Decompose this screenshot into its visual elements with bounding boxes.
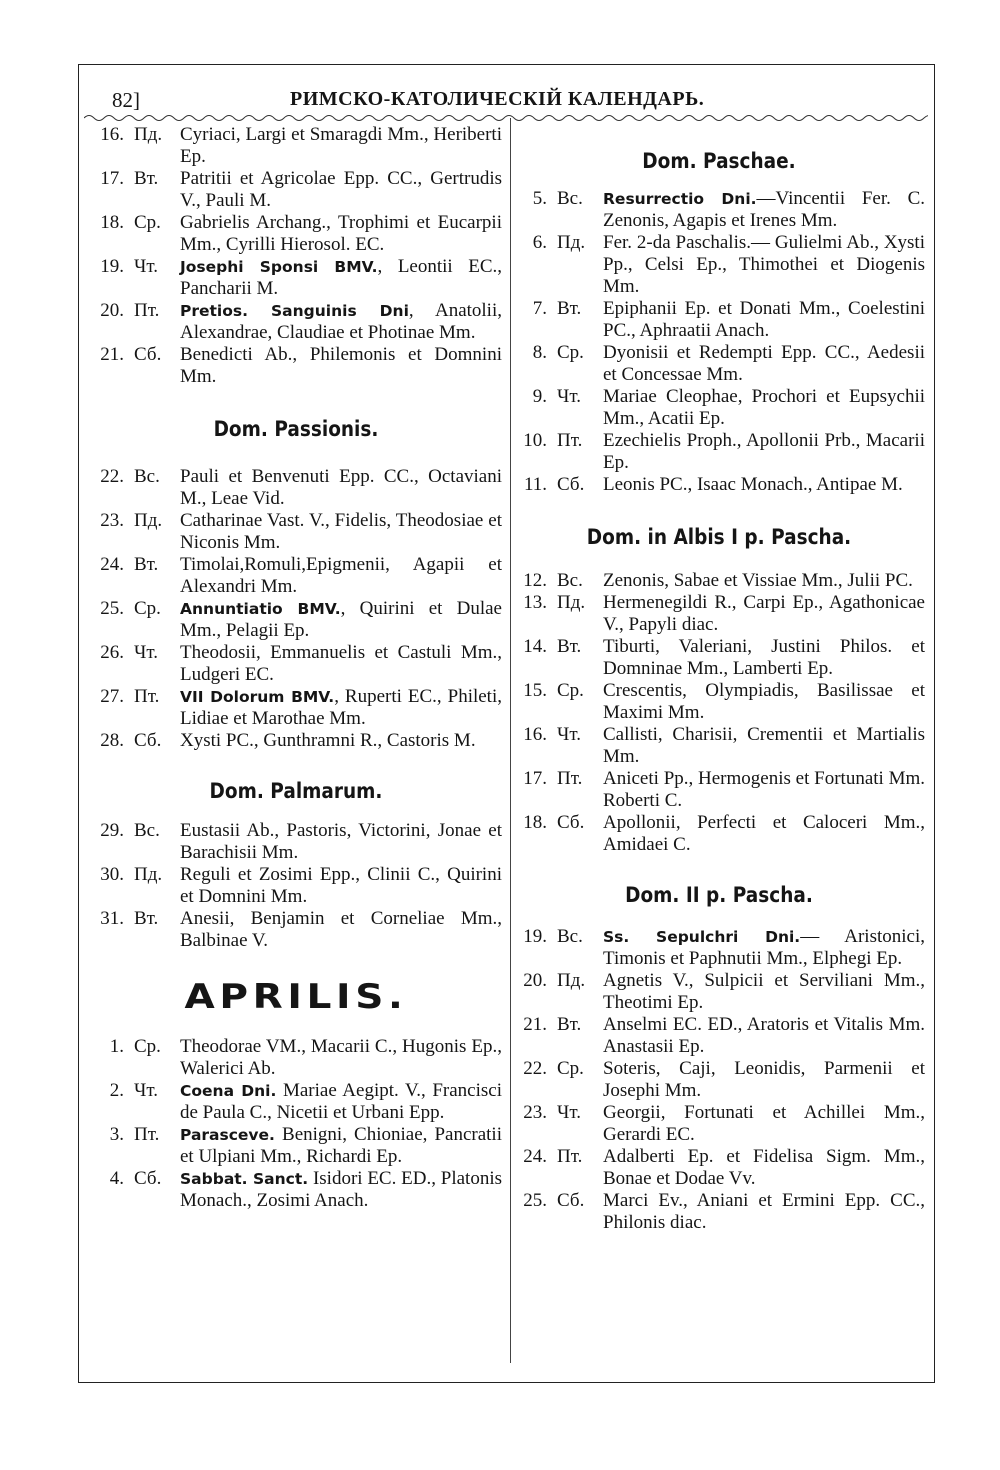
saints-names: Mariae Cleophae, Prochori et Eupsychii Mm., Acatii Ep. [603,386,925,429]
calendar-entry [513,342,925,386]
weekday: Ср. [134,212,161,233]
saints-text [180,168,502,212]
day-number: 15. [523,680,547,701]
saints-names: Fer. 2-da Paschalis.— Gulielmi Ab., Xysti Pp., Celsi Ep., Thimothei et Diogenis Mm. [603,232,925,297]
april-entries-c [513,570,925,856]
calendar-entry [513,926,925,970]
saints-names: Benigni, Chioniae, Pancratii et Ulpiani Mm., Richardi Ep. [180,1124,502,1167]
saints-names: Tiburti, Valeriani, Justini Philos. et Domninae Mm., Lamberti Ep. [603,636,925,679]
saints-text [180,300,502,344]
weekday: Пт. [557,1146,583,1167]
saints-names: Gabrielis Archang., Trophimi et Eucarpii Mm., Cyrilli Hierosol. EC. [180,212,502,255]
saints-text [180,686,502,730]
weekday: Пд. [134,510,163,531]
section-dom-paschae: Dom. Paschae. [642,149,796,173]
day-number: 3. [109,1124,124,1145]
saints-text [180,510,502,554]
day-number: 1. [109,1036,124,1057]
day-number: 16. [100,124,124,145]
calendar-entry [513,970,925,1014]
weekday: Вт. [557,636,582,657]
saints-text [603,724,925,768]
saints-names: Patritii et Agricolae Epp. CC., Gertrudis V., Pauli M. [180,168,502,211]
april-entries-a [90,1036,502,1212]
day-number: 26. [100,642,124,663]
wavy-rule [84,112,928,124]
day-number: 27. [100,686,124,707]
saints-names: Ezechielis Proph., Apollonii Prb., Macarii Ep. [603,430,925,473]
weekday: Пд. [134,864,163,885]
saints-names: Anesii, Benjamin et Corneliae Mm., Balbinae V. [180,908,502,951]
saints-text [180,256,502,300]
section-dom-palmarum: Dom. Palmarum. [209,779,383,803]
calendar-entry [90,466,502,510]
feast-name: Sabbat. Sanct. [180,1170,309,1188]
saints-text [603,636,925,680]
calendar-entry [90,1124,502,1168]
saints-names: Catharinae Vast. V., Fidelis, Theodosiae et Niconis Mm. [180,510,502,553]
calendar-entry [513,386,925,430]
day-number: 19. [523,926,547,947]
weekday: Сб. [134,344,162,365]
weekday: Пт. [134,686,160,707]
saints-names: Epiphanii Ep. et Donati Mm., Coelestini PC., Aphraatii Anach. [603,298,925,341]
saints-text [603,298,925,342]
saints-names: , Quirini et Dulae Mm., Pelagii Ep. [180,598,502,641]
weekday: Чт. [134,256,158,277]
day-number: 24. [100,554,124,575]
calendar-entry [513,232,925,298]
weekday: Пт. [557,430,583,451]
day-number: 18. [100,212,124,233]
calendar-entry [90,642,502,686]
weekday: Пд. [557,592,586,613]
left-column [90,124,502,1212]
saints-names: Theodosii, Emmanuelis et Castuli Mm., Ludgeri EC. [180,642,502,685]
saints-text [603,926,925,970]
calendar-entry [513,1014,925,1058]
day-number: 5. [532,188,547,209]
day-number: 29. [100,820,124,841]
april-entries-b [513,188,925,496]
saints-names: Xysti PC., Gunthramni R., Castoris M. [180,730,476,751]
weekday: Ср. [557,680,584,701]
day-number: 22. [523,1058,547,1079]
saints-names: Crescentis, Olympiadis, Basilissae et Maximi Mm. [603,680,925,723]
feast-name: Coena Dni. [180,1082,277,1100]
day-number: 28. [100,730,124,751]
feast-name: Annuntiatio BMV. [180,600,341,618]
saints-names: Dyonisii et Redempti Epp. CC., Aedesii et Concessae Mm. [603,342,925,385]
calendar-entry [513,474,925,496]
saints-text [180,466,502,510]
saints-text [603,592,925,636]
calendar-entry [513,768,925,812]
saints-text [180,820,502,864]
weekday: Ср. [557,342,584,363]
weekday: Вт. [557,298,582,319]
calendar-entry [90,1080,502,1124]
weekday: Чт. [134,642,158,663]
weekday: Ср. [134,1036,161,1057]
calendar-entry [90,168,502,212]
calendar-entry [513,636,925,680]
calendar-entry [90,212,502,256]
saints-text [180,730,502,752]
saints-text [603,474,925,496]
weekday: Вс. [557,570,583,591]
weekday: Вс. [557,188,583,209]
feast-name: Resurrectio Dni. [603,190,757,208]
weekday: Вт. [134,168,159,189]
weekday: Чт. [134,1080,158,1101]
feast-name: Pretios. Sanguinis Dni [180,302,409,320]
column-divider [510,118,511,1363]
weekday: Пд. [557,970,586,991]
saints-names: Anselmi EC. ED., Aratoris et Vitalis Mm. Anastasii Ep. [603,1014,925,1057]
weekday: Вс. [134,466,160,487]
saints-text [603,970,925,1014]
april-entries-d [513,926,925,1234]
saints-names: Aniceti Pp., Hermogenis et Fortunati Mm. Roberti C. [603,768,925,811]
day-number: 8. [532,342,547,363]
calendar-entry [513,188,925,232]
day-number: 25. [523,1190,547,1211]
saints-names: Theodorae VM., Macarii C., Hugonis Ep., Walerici Ab. [180,1036,502,1079]
calendar-entry [90,598,502,642]
weekday: Вт. [134,554,159,575]
calendar-entry [90,908,502,952]
saints-text [180,864,502,908]
saints-names: , Anatolii, Alexandrae, Claudiae et Photinae Mm. [180,300,502,343]
saints-names: Georgii, Fortunati et Achillei Mm., Gerardi EC. [603,1102,925,1145]
day-number: 9. [532,386,547,407]
calendar-entry [513,1146,925,1190]
weekday: Сб. [557,1190,585,1211]
day-number: 17. [100,168,124,189]
saints-text [180,1080,502,1124]
saints-names: Mariae Aegipt. V., Francisci de Paula C., Nicetii et Urbani Epp. [180,1080,502,1123]
day-number: 23. [100,510,124,531]
saints-text [180,642,502,686]
saints-text [180,124,502,168]
day-number: 23. [523,1102,547,1123]
saints-names: Agnetis V., Sulpicii et Serviliani Mm., Theotimi Ep. [603,970,925,1013]
page-number: 82] [112,88,140,112]
march-entries-c [90,820,502,952]
day-number: 20. [100,300,124,321]
saints-text [180,598,502,642]
feast-name: Ss. Sepulchri Dni. [603,928,801,946]
saints-names: Zenonis, Sabae et Vissiae Mm., Julii PC. [603,570,913,591]
day-number: 6. [532,232,547,253]
saints-text [180,344,502,388]
saints-names: Leonis PC., Isaac Monach., Antipae M. [603,474,903,495]
weekday: Сб. [557,812,585,833]
day-number: 13. [523,592,547,613]
day-number: 21. [100,344,124,365]
weekday: Пт. [134,1124,160,1145]
calendar-entry [90,256,502,300]
saints-text [603,1102,925,1146]
saints-names: Eustasii Ab., Pastoris, Victorini, Jonae et Barachisii Mm. [180,820,502,863]
saints-names: Cyriaci, Largi et Smaragdi Mm., Heriberti Ep. [180,124,502,167]
saints-names: Pauli et Benvenuti Epp. CC., Octaviani M., Leae Vid. [180,466,502,509]
saints-names: Adalberti Ep. et Fidelisa Sigm. Mm., Bonae et Dodae Vv. [603,1146,925,1189]
calendar-entry [513,592,925,636]
saints-names: , Ruperti EC., Phileti, Lidiae et Marothae Mm. [180,686,502,729]
saints-text [603,680,925,724]
running-head: РИМСКО-КАТОЛИЧЕСКІЙ КАЛЕНДАРЬ. [290,88,705,110]
saints-names: Soteris, Caji, Leonidis, Parmenii et Josephi Mm. [603,1058,925,1101]
saints-text [603,386,925,430]
month-title-aprilis: APRILIS. [184,977,408,1017]
saints-text [603,1190,925,1234]
weekday: Ср. [134,598,161,619]
day-number: 16. [523,724,547,745]
feast-name: VII Dolorum BMV. [180,688,335,706]
saints-names: Callisti, Charisii, Crementii et Martialis Mm. [603,724,925,767]
saints-names: Hermenegildi R., Carpi Ep., Agathonicae V., Papyli diac. [603,592,925,635]
day-number: 22. [100,466,124,487]
weekday: Сб. [557,474,585,495]
weekday: Сб. [134,730,162,751]
march-entries-a [90,124,502,388]
weekday: Сб. [134,1168,162,1189]
day-number: 2. [109,1080,124,1101]
weekday: Чт. [557,724,581,745]
saints-text [603,812,925,856]
day-number: 12. [523,570,547,591]
calendar-entry [90,1168,502,1212]
saints-names: — Aristonici, Timonis et Paphnutii Mm., Elphegi Ep. [603,926,925,969]
day-number: 18. [523,812,547,833]
day-number: 20. [523,970,547,991]
calendar-entry [513,1058,925,1102]
day-number: 25. [100,598,124,619]
weekday: Вт. [557,1014,582,1035]
calendar-entry [90,510,502,554]
feast-name: Josephi Sponsi BMV. [180,258,378,276]
saints-text [180,1124,502,1168]
day-number: 19. [100,256,124,277]
saints-names: Isidori EC. ED., Platonis Monach., Zosimi Anach. [180,1168,502,1211]
section-dom-in-albis: Dom. in Albis I p. Pascha. [586,525,852,549]
calendar-entry [90,686,502,730]
weekday: Вт. [134,908,159,929]
saints-text [603,768,925,812]
saints-text [603,1014,925,1058]
weekday: Вс. [557,926,583,947]
calendar-entry [90,730,502,752]
calendar-entry [513,430,925,474]
saints-text [180,1036,502,1080]
day-number: 14. [523,636,547,657]
saints-names: Apollonii, Perfecti et Caloceri Mm., Amidaei C. [603,812,925,855]
saints-text [603,1146,925,1190]
calendar-entry [513,1190,925,1234]
calendar-entry [513,1102,925,1146]
saints-text [603,232,925,298]
day-number: 4. [109,1168,124,1189]
saints-text [603,342,925,386]
section-dom-ii-pascha: Dom. II p. Pascha. [625,883,813,907]
saints-text [180,1168,502,1212]
saints-names: Benedicti Ab., Philemonis et Domnini Mm. [180,344,502,387]
saints-names: Timolai,Romuli,Epigmenii, Agapii et Alexandri Mm. [180,554,502,597]
calendar-entry [90,344,502,388]
march-entries-b [90,466,502,752]
day-number: 31. [100,908,124,929]
saints-names: Marci Ev., Aniani et Ermini Epp. CC., Philonis diac. [603,1190,925,1233]
section-dom-passionis: Dom. Passionis. [213,417,379,441]
day-number: 30. [100,864,124,885]
weekday: Вс. [134,820,160,841]
saints-names: , Leontii EC., Pancharii M. [180,256,502,299]
right-column [513,124,925,1234]
weekday: Пд. [134,124,163,145]
weekday: Пт. [557,768,583,789]
calendar-entry [90,820,502,864]
saints-text [603,188,925,232]
day-number: 10. [523,430,547,451]
weekday: Пт. [134,300,160,321]
calendar-entry [90,1036,502,1080]
day-number: 21. [523,1014,547,1035]
day-number: 24. [523,1146,547,1167]
calendar-entry [90,300,502,344]
weekday: Пд. [557,232,586,253]
saints-text [603,1058,925,1102]
day-number: 7. [532,298,547,319]
calendar-entry [90,554,502,598]
feast-name: Parasceve. [180,1126,275,1144]
saints-text [180,908,502,952]
calendar-entry [90,124,502,168]
day-number: 17. [523,768,547,789]
saints-text [603,570,925,592]
calendar-entry [513,298,925,342]
saints-text [180,212,502,256]
day-number: 11. [523,474,547,495]
calendar-entry [513,680,925,724]
saints-names: Reguli et Zosimi Epp., Clinii C., Quirini et Domnini Mm. [180,864,502,907]
calendar-entry [90,864,502,908]
calendar-entry [513,570,925,592]
calendar-entry [513,812,925,856]
calendar-entry [513,724,925,768]
weekday: Ср. [557,1058,584,1079]
saints-names: —Vincentii Fer. C. Zenonis, Agapis et Irenes Mm. [603,188,925,231]
saints-text [180,554,502,598]
weekday: Чт. [557,1102,581,1123]
weekday: Чт. [557,386,581,407]
saints-text [603,430,925,474]
